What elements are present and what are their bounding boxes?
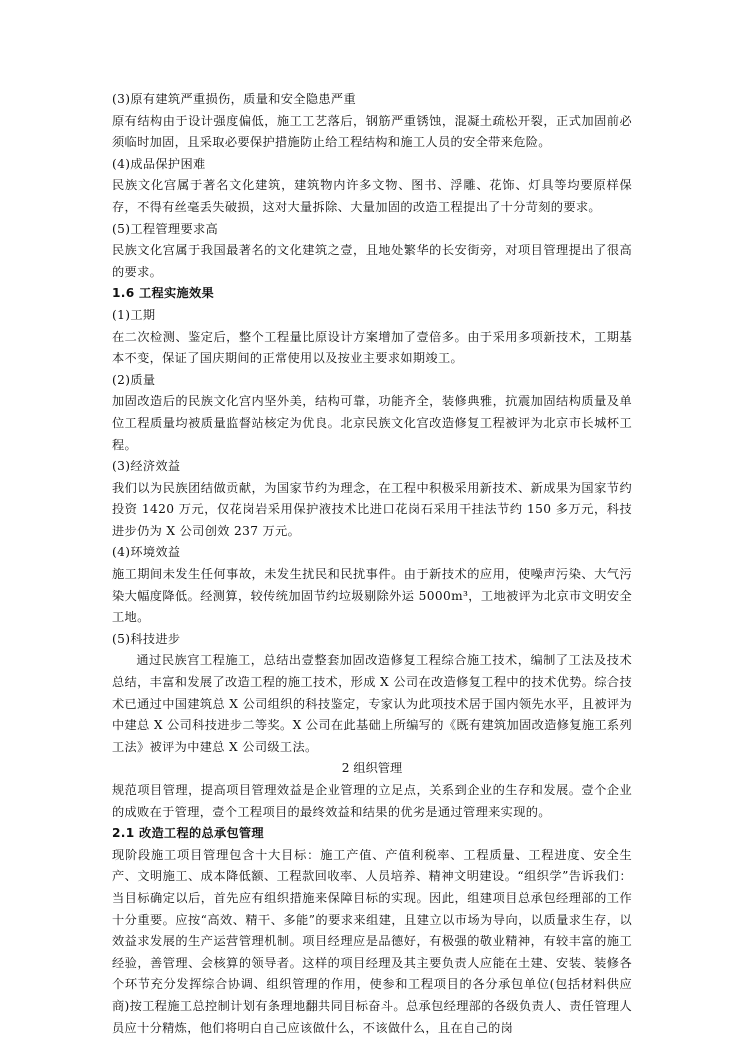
- subsection-label-economic: (3)经济效益: [112, 459, 181, 474]
- section-heading-2-1: 2.1 改造工程的总承包管理: [112, 826, 264, 841]
- subsection-label-schedule: (1)工期: [112, 307, 156, 322]
- paragraph-organization-intro: 规范项目管理，提高项目管理效益是企业管理的立足点，关系到企业的生存和发展。壹个企业的成败在于管理，壹个工程项目的最终效益和结果的优劣是通过管理来实现的。: [112, 783, 632, 819]
- paragraph-existing-damage: 原有结构由于设计强度偏低，施工工艺落后，钢筋严重锈蚀，混凝土疏松开裂，正式加固前必须临时加固，且采取必要保护措施防止给工程结构和施工人员的安全带来危险。: [112, 113, 632, 150]
- paragraph-schedule: 在二次检测、鉴定后，整个工程量比原设计方案增加了壹倍多。由于采用多项新技术，工期基本不变，保证了国庆期间的正常使用以及按业主要求如期竣工。: [112, 329, 632, 366]
- subsection-label-technology: (5)科技进步: [112, 631, 181, 646]
- paragraph-technology: 通过民族宫工程施工，总结出壹整套加固改造修复工程综合施工技术，编制了工法及技术总结，丰富和发展了改造工程的施工技术，形成 X 公司在改造修复工程中的技术优势。综合技术已通过中国建筑总 X 公司组织的科技鉴定，专家认为此项技术居于国内领先水平，且被评为中建总 X 公司科技进步二等奖。X 公司在此基础上所编写的《既有建筑加固改造修复施工系列工法》被评为中建总 X 公司级工法。: [112, 653, 632, 754]
- paragraph-economic: 我们以为民族团结做贡献，为国家节约为理念，在工程中积极采用新技术、新成果为国家节约投资 1420 万元，仅花岗岩采用保护液技术比进口花岗石采用干挂法节约 150 多万元，科技进步仍为 X 公司创效 237 万元。: [112, 480, 632, 538]
- subsection-label-protection: (4)成品保护困难: [112, 156, 206, 171]
- section-heading-1-6: 1.6 工程实施效果: [112, 286, 214, 301]
- paragraph-general-contracting: 现阶段施工项目管理包含十大目标：施工产值、产值利税率、工程质量、工程进度、安全生产、文明施工、成本降低额、工程款回收率、人员培养、精神文明建设。“组织学”告诉我们：当目标确定以后，首先应有组织措施来保障目标的实现。因此，组建项目总承包经理部的工作十分重要。应按“高效、精干、多能”的要求来组建，且建立以市场为导向，以质量求生存，以效益求发展的生产运营管理机制。项目经理应是品德好，有极强的敬业精神，有较丰富的施工经验，善管理、会核算的领导者。这样的项目经理及其主要负责人应能在土建、安装、装修各个环节充分发挥综合协调、组织管理的作用，使参和工程项目的各分承包单位(包括材料供应商)按工程施工总控制计划有条理地翻共同目标奋斗。总承包经理部的各级负责人、责任管理人员应十分精炼，他们将明白自己应该做什么，不该做什么，且在自己的岗: [112, 847, 632, 1035]
- subsection-label-existing-damage: (3)原有建筑严重损伤，质量和安全隐患严重: [112, 92, 356, 106]
- subsection-label-quality: (2)质量: [112, 372, 156, 387]
- paragraph-quality: 加固改造后的民族文化宫内坚外美，结构可靠，功能齐全，装修典雅，抗震加固结构质量及单位工程质量均被质量监督站核定为优良。北京民族文化宫改造修复工程被评为北京市长城杯工程。: [112, 394, 632, 452]
- page-content: [112, 89, 632, 1039]
- paragraph-protection: 民族文化宫属于著名文化建筑，建筑物内许多文物、图书、浮雕、花饰、灯具等均要原样保存，不得有丝毫丢失破损，这对大量拆除、大量加固的改造工程提出了十分苛刻的要求。: [112, 178, 632, 214]
- chapter-title-organization: 2 组织管理: [341, 761, 403, 776]
- subsection-label-management: (5)工程管理要求高: [112, 221, 219, 236]
- paragraph-management: 民族文化宫属于我国最著名的文化建筑之壹，且地处繁华的长安街旁，对项目管理提出了很高的要求。: [112, 243, 632, 279]
- subsection-label-environment: (4)环境效益: [112, 545, 181, 560]
- paragraph-environment: 施工期间未发生任何事故，未发生扰民和民扰事件。由于新技术的应用，使噪声污染、大气污染大幅度降低。经测算，较传统加固节约垃圾剔除外运 5000m³，工地被评为北京市文明安全工地。: [112, 567, 632, 625]
